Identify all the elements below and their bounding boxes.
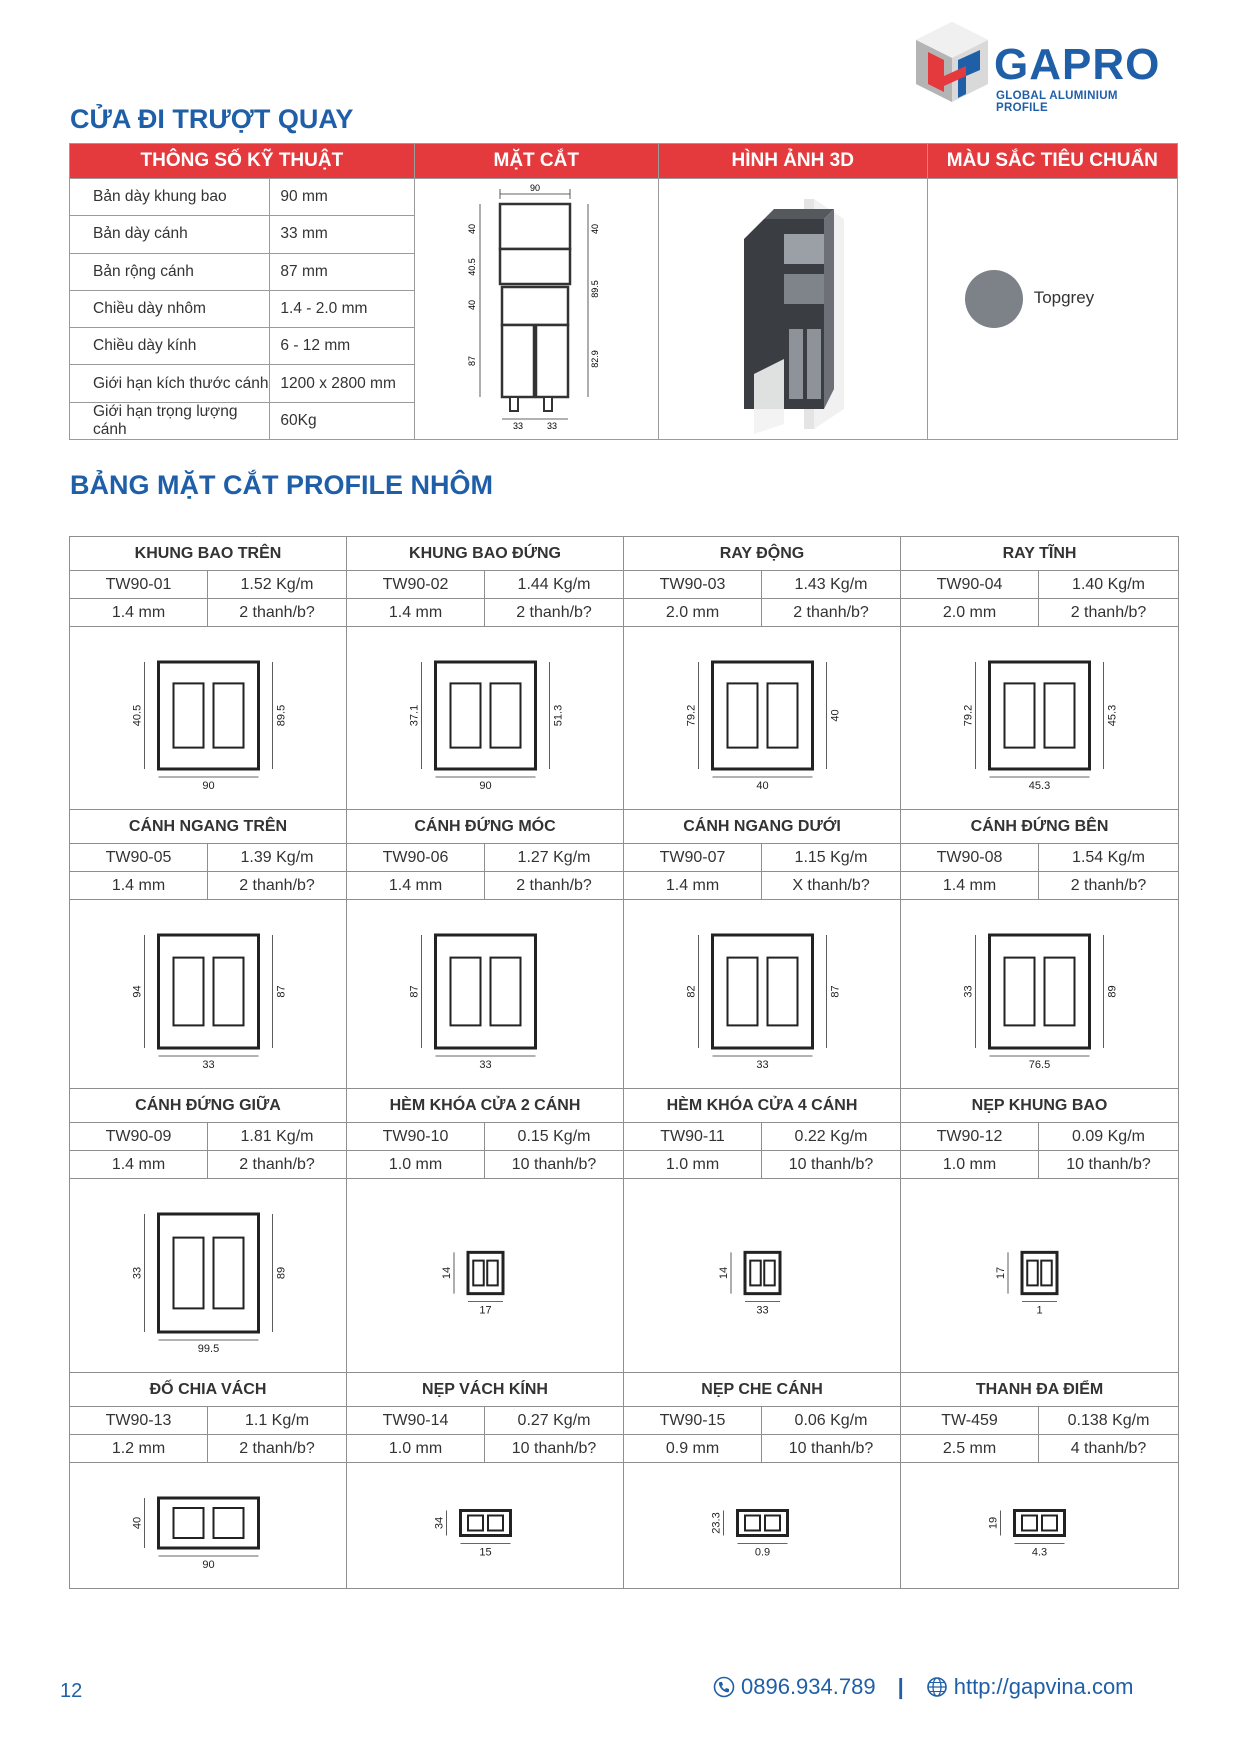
- dimension-label: 82: [685, 985, 698, 998]
- profile-section-svg: [70, 900, 347, 1083]
- profile-section-svg: [901, 627, 1178, 804]
- profile-section-svg: [347, 1179, 624, 1367]
- profile-code: TW90-08: [901, 844, 1039, 872]
- dimension-label: 87: [408, 985, 421, 998]
- svg-text:33: 33: [546, 421, 557, 431]
- color-cell: [927, 179, 1177, 440]
- phone-number[interactable]: 0896.934.789: [741, 1674, 876, 1699]
- dimension-label: 19: [987, 1516, 1000, 1530]
- dimension-label: 40.5: [131, 704, 144, 727]
- dimension-label: 87: [829, 985, 842, 998]
- profile-weight: 0.15 Kg/m: [485, 1123, 624, 1151]
- spec-label: Bản dày cánh: [70, 216, 270, 253]
- profile-weight: 1.15 Kg/m: [762, 844, 901, 872]
- profile-drawing: [70, 900, 347, 1089]
- dimension-label: 34: [433, 1516, 446, 1530]
- dimension-label: 33: [756, 1304, 769, 1317]
- profile-bars: 2 thanh/b?: [208, 872, 347, 900]
- profile-section-svg: [70, 1179, 347, 1367]
- dimension-label: 40: [756, 780, 769, 792]
- profile-code: TW-459: [901, 1407, 1039, 1435]
- dimension-label: 40: [131, 1516, 144, 1530]
- profile-section-svg: [901, 1179, 1178, 1367]
- dimension-label: 40: [829, 709, 842, 722]
- profile-weight: 1.39 Kg/m: [208, 844, 347, 872]
- svg-text:82.9: 82.9: [589, 350, 600, 368]
- dimension-label: 33: [202, 1059, 215, 1071]
- profile-section-svg: [347, 900, 624, 1083]
- profile-table: [69, 536, 1179, 1589]
- profile-section-svg: [624, 627, 901, 804]
- profile-thickness: 1.4 mm: [347, 872, 485, 900]
- profile-thickness: 1.0 mm: [347, 1151, 485, 1179]
- profile-drawing: [347, 627, 624, 810]
- profile-name: CÁNH NGANG TRÊN: [70, 810, 347, 844]
- svg-text:40: 40: [589, 223, 600, 235]
- profile-code: TW90-10: [347, 1123, 485, 1151]
- svg-text:40: 40: [466, 299, 477, 311]
- profile-drawing: [347, 900, 624, 1089]
- dimension-label: 45.3: [1028, 780, 1051, 792]
- dimension-label: 90: [202, 1559, 215, 1571]
- profile-thickness: 1.0 mm: [347, 1435, 485, 1463]
- profile-name: NẸP VÁCH KÍNH: [347, 1373, 624, 1407]
- profile-section-svg: [624, 1463, 901, 1583]
- profile-name: NẸP KHUNG BAO: [901, 1089, 1179, 1123]
- phone-icon: [713, 1676, 735, 1698]
- profile-bars: 10 thanh/b?: [762, 1151, 901, 1179]
- logo-brand: GAPRO: [994, 40, 1161, 89]
- gapro-cube-icon: [914, 18, 990, 118]
- profile-name: RAY TĨNH: [901, 537, 1179, 571]
- profile-code: TW90-04: [901, 571, 1039, 599]
- profile-weight: 1.44 Kg/m: [485, 571, 624, 599]
- dimension-label: 89: [1106, 985, 1119, 998]
- profile-name: CÁNH ĐỨNG MÓC: [347, 810, 624, 844]
- spec-header-specs: THÔNG SỐ KỸ THUẬT: [70, 144, 415, 179]
- profile-thickness: 2.0 mm: [624, 599, 762, 627]
- cross-section-svg: [420, 179, 653, 434]
- dimension-label: 33: [131, 1266, 144, 1280]
- profile-drawing: [624, 900, 901, 1089]
- profile-bars: 2 thanh/b?: [485, 872, 624, 900]
- profile-name: HÈM KHÓA CỬA 4 CÁNH: [624, 1089, 901, 1123]
- dimension-label: 23.3: [710, 1512, 723, 1534]
- profile-name: THANH ĐA ĐIỂM: [901, 1373, 1179, 1407]
- color-swatch: [965, 270, 1023, 328]
- profile-bars: 2 thanh/b?: [485, 599, 624, 627]
- profile-thickness: 1.4 mm: [70, 872, 208, 900]
- profile-weight: 1.27 Kg/m: [485, 844, 624, 872]
- profile-drawing: [901, 900, 1179, 1089]
- globe-icon: [926, 1676, 948, 1698]
- profile-thickness: 1.0 mm: [901, 1151, 1039, 1179]
- dimension-label: 90: [202, 780, 215, 792]
- dimension-label: 94: [131, 985, 144, 998]
- profile-code: TW90-12: [901, 1123, 1039, 1151]
- dimension-label: 33: [756, 1059, 769, 1071]
- profile-thickness: 2.5 mm: [901, 1435, 1039, 1463]
- profile-name: CÁNH ĐỨNG BÊN: [901, 810, 1179, 844]
- profile-name: ĐỐ CHIA VÁCH: [70, 1373, 347, 1407]
- dimension-label: 79.2: [962, 704, 975, 727]
- dimension-label: 76.5: [1028, 1059, 1051, 1071]
- profile-bars: 2 thanh/b?: [208, 599, 347, 627]
- spec-value: 60Kg: [270, 402, 414, 439]
- dimension-label: 45.3: [1106, 704, 1119, 727]
- cross-section-drawing: [414, 179, 658, 440]
- spec-value: 90 mm: [270, 179, 414, 216]
- profile-code: TW90-15: [624, 1407, 762, 1435]
- svg-text:87: 87: [466, 355, 477, 367]
- profile-drawing: [70, 1179, 347, 1373]
- profile-name: NẸP CHE CÁNH: [624, 1373, 901, 1407]
- spec-header-color: MÀU SẮC TIÊU CHUẨN: [927, 144, 1177, 179]
- profile-drawing: [624, 1179, 901, 1373]
- dimension-label: 14: [718, 1266, 731, 1280]
- profile-name: RAY ĐỘNG: [624, 537, 901, 571]
- svg-text:40.5: 40.5: [466, 258, 477, 276]
- profile-section-svg: [347, 627, 624, 804]
- profile-section-svg: [901, 900, 1178, 1083]
- profile-bars: 10 thanh/b?: [485, 1151, 624, 1179]
- spec-table: [69, 143, 1178, 440]
- svg-text:89.5: 89.5: [589, 280, 600, 298]
- dimension-label: 4.3: [1031, 1546, 1048, 1559]
- dimension-label: 33: [479, 1059, 492, 1071]
- spec-value: 1.4 - 2.0 mm: [270, 290, 414, 327]
- gapro-logo: [914, 18, 1164, 118]
- dimension-label: 87: [275, 985, 288, 998]
- profile-weight: 0.06 Kg/m: [762, 1407, 901, 1435]
- profile-bars: 10 thanh/b?: [485, 1435, 624, 1463]
- profile-code: TW90-09: [70, 1123, 208, 1151]
- dimension-label: 99.5: [197, 1343, 220, 1355]
- profile-thickness: 1.4 mm: [901, 872, 1039, 900]
- profile-section-svg: [347, 1463, 624, 1583]
- profile-code: TW90-01: [70, 571, 208, 599]
- profile-bars: X thanh/b?: [762, 872, 901, 900]
- profile-bars: 2 thanh/b?: [762, 599, 901, 627]
- profile-thickness: 1.2 mm: [70, 1435, 208, 1463]
- profile-thickness: 1.4 mm: [624, 872, 762, 900]
- profile-drawing: [70, 1463, 347, 1589]
- dimension-label: 17: [479, 1304, 492, 1317]
- dimension-label: 89: [275, 1266, 288, 1280]
- profile-weight: 1.54 Kg/m: [1039, 844, 1179, 872]
- spec-header-3d: HÌNH ẢNH 3D: [658, 144, 927, 179]
- spec-label: Chiều dày kính: [70, 328, 270, 365]
- color-name: Topgrey: [1033, 288, 1095, 307]
- spec-label: Bản dày khung bao: [70, 179, 270, 216]
- dimension-label: 90: [479, 780, 492, 792]
- profile-weight: 0.138 Kg/m: [1039, 1407, 1179, 1435]
- footer-separator: |: [897, 1674, 904, 1699]
- profile-drawing: [901, 1463, 1179, 1589]
- dimension-label: 37.1: [408, 704, 421, 727]
- page-number: 12: [60, 1680, 83, 1702]
- profile-drawing: [70, 627, 347, 810]
- profile-drawing: [901, 627, 1179, 810]
- profile-bars: 10 thanh/b?: [762, 1435, 901, 1463]
- profile-name: KHUNG BAO ĐỨNG: [347, 537, 624, 571]
- profile-section-svg: [901, 1463, 1178, 1583]
- spec-label: Bản rộng cánh: [70, 253, 270, 290]
- profile-name: CÁNH NGANG DƯỚI: [624, 810, 901, 844]
- profile-section-svg: [70, 1463, 347, 1583]
- profile-code: TW90-06: [347, 844, 485, 872]
- profile-bars: 10 thanh/b?: [1039, 1151, 1179, 1179]
- profile-code: TW90-05: [70, 844, 208, 872]
- profile-thickness: 2.0 mm: [901, 599, 1039, 627]
- dimension-label: 0.9: [754, 1546, 771, 1559]
- spec-value: 33 mm: [270, 216, 414, 253]
- profile-section-svg: [70, 627, 347, 804]
- profile-drawing: [347, 1179, 624, 1373]
- dimension-label: 15: [479, 1546, 492, 1559]
- logo-tagline: GLOBAL ALUMINIUM PROFILE: [996, 90, 1118, 114]
- profile-thickness: 1.4 mm: [70, 1151, 208, 1179]
- profile-code: TW90-03: [624, 571, 762, 599]
- profile-name: HÈM KHÓA CỬA 2 CÁNH: [347, 1089, 624, 1123]
- website-link[interactable]: http://gapvina.com: [953, 1674, 1134, 1699]
- footer-contact: [713, 1674, 1134, 1700]
- dimension-label: 79.2: [685, 704, 698, 727]
- profile-weight: 0.22 Kg/m: [762, 1123, 901, 1151]
- profile-name: KHUNG BAO TRÊN: [70, 537, 347, 571]
- profile-name: CÁNH ĐỨNG GIỮA: [70, 1089, 347, 1123]
- dimension-label: 33: [962, 985, 975, 998]
- profile-bars: 2 thanh/b?: [1039, 599, 1179, 627]
- profile-bars: 4 thanh/b?: [1039, 1435, 1179, 1463]
- profile-code: TW90-07: [624, 844, 762, 872]
- profile-weight: 1.43 Kg/m: [762, 571, 901, 599]
- profile-thickness: 1.4 mm: [347, 599, 485, 627]
- profile-section-svg: [624, 1179, 901, 1367]
- profile-code: TW90-13: [70, 1407, 208, 1435]
- profile-weight: 1.52 Kg/m: [208, 571, 347, 599]
- profile-3d-svg: [664, 179, 921, 434]
- profile-drawing: [624, 627, 901, 810]
- spec-header-section: MẶT CẮT: [414, 144, 658, 179]
- svg-text:40: 40: [466, 223, 477, 235]
- svg-text:33: 33: [512, 421, 523, 431]
- dimension-label: 51.3: [552, 704, 565, 727]
- profile-drawing: [624, 1463, 901, 1589]
- spec-label: Chiều dày nhôm: [70, 290, 270, 327]
- dimension-label: 1: [1036, 1304, 1043, 1317]
- section-title-profiles: BẢNG MẶT CẮT PROFILE NHÔM: [70, 470, 493, 500]
- spec-value: 1200 x 2800 mm: [270, 365, 414, 402]
- profile-bars: 2 thanh/b?: [1039, 872, 1179, 900]
- profile-weight: 1.40 Kg/m: [1039, 571, 1179, 599]
- profile-weight: 1.81 Kg/m: [208, 1123, 347, 1151]
- profile-code: TW90-14: [347, 1407, 485, 1435]
- profile-thickness: 1.0 mm: [624, 1151, 762, 1179]
- profile-drawing: [901, 1179, 1179, 1373]
- profile-code: TW90-11: [624, 1123, 762, 1151]
- profile-weight: 0.09 Kg/m: [1039, 1123, 1179, 1151]
- dimension-label: 14: [441, 1266, 454, 1280]
- profile-bars: 2 thanh/b?: [208, 1151, 347, 1179]
- section-title-door: CỬA ĐI TRƯỢT QUAY: [70, 104, 354, 134]
- profile-code: TW90-02: [347, 571, 485, 599]
- 3d-image: [658, 179, 927, 440]
- spec-value: 6 - 12 mm: [270, 328, 414, 365]
- profile-weight: 1.1 Kg/m: [208, 1407, 347, 1435]
- profile-thickness: 0.9 mm: [624, 1435, 762, 1463]
- profile-thickness: 1.4 mm: [70, 599, 208, 627]
- spec-label: Giới hạn trọng lượng cánh: [70, 402, 270, 439]
- spec-value: 87 mm: [270, 253, 414, 290]
- profile-weight: 0.27 Kg/m: [485, 1407, 624, 1435]
- dim-top: 90: [529, 183, 540, 193]
- profile-drawing: [347, 1463, 624, 1589]
- dimension-label: 17: [995, 1266, 1008, 1280]
- profile-bars: 2 thanh/b?: [208, 1435, 347, 1463]
- dimension-label: 89.5: [275, 704, 288, 727]
- spec-label: Giới hạn kích thước cánh: [70, 365, 270, 402]
- profile-section-svg: [624, 900, 901, 1083]
